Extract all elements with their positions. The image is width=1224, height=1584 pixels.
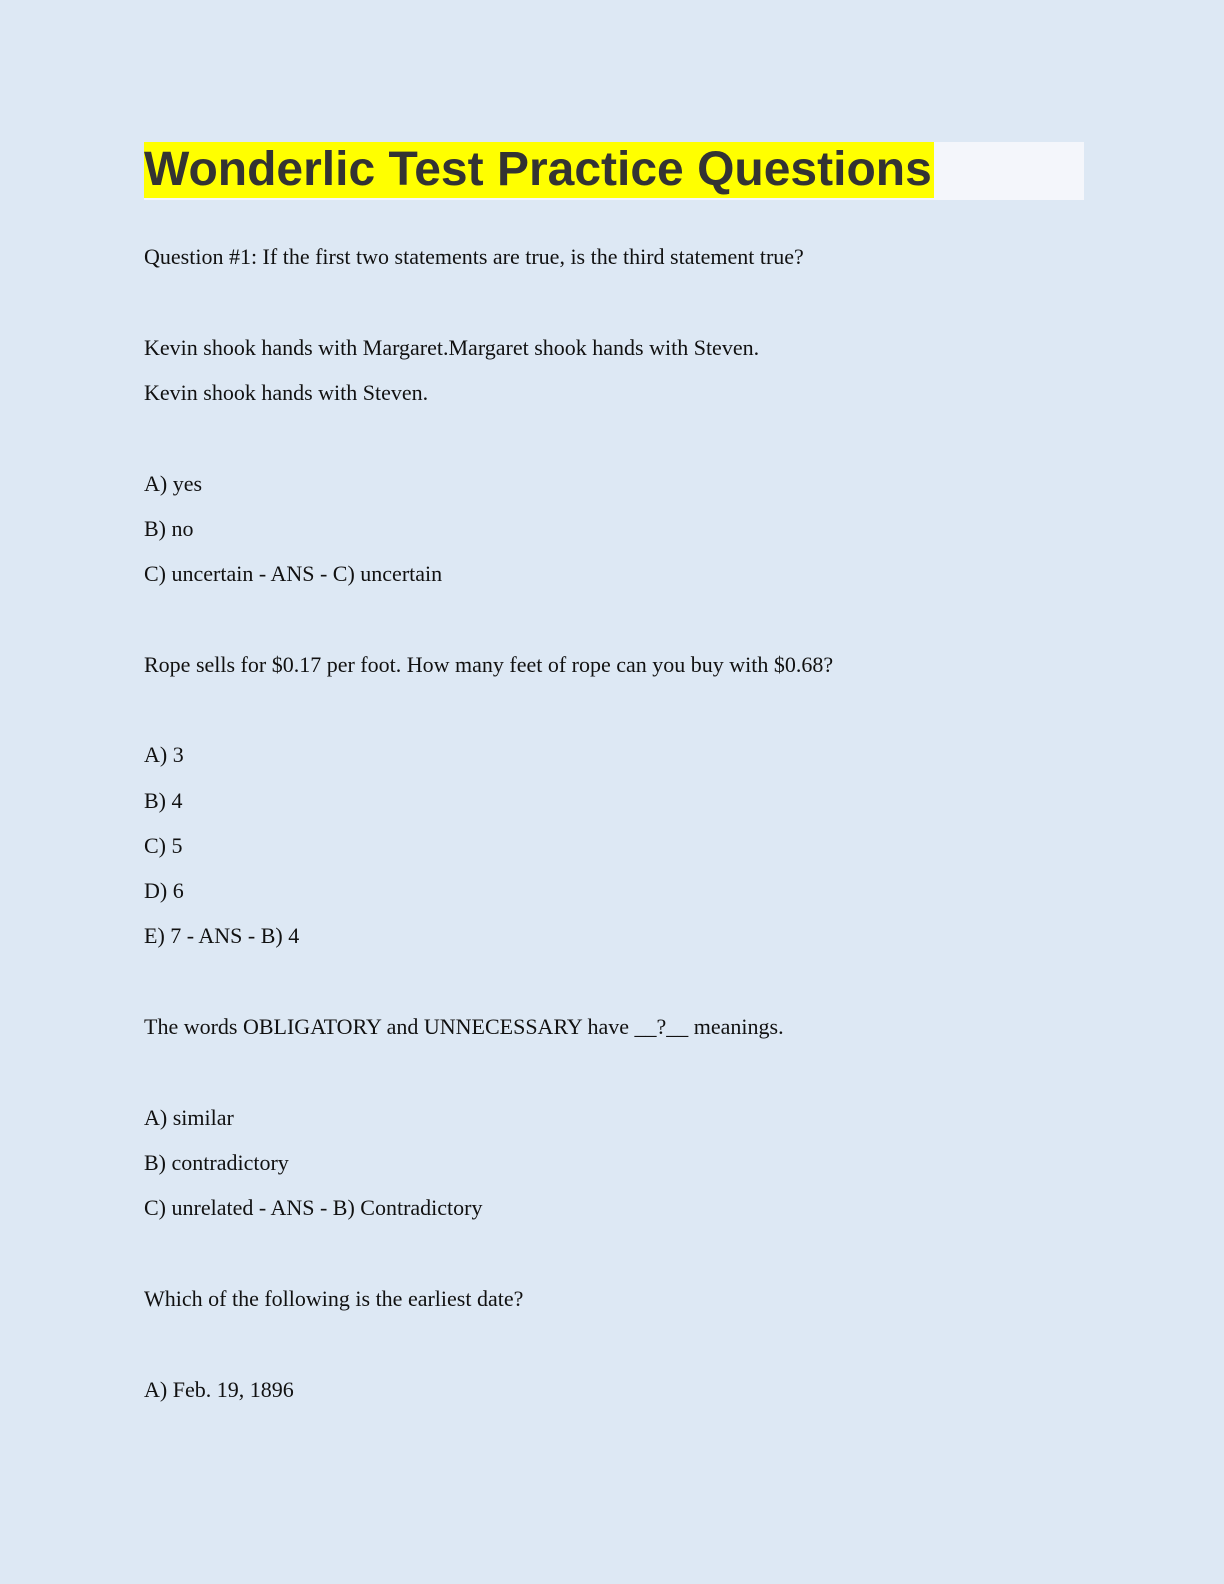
question-4-prompt: Which of the following is the earliest date? [144, 1286, 524, 1311]
document-page [144, 142, 1084, 200]
question-2-option-b: B) 4 [144, 788, 183, 813]
question-3-option-a: A) similar [144, 1105, 234, 1130]
question-2-option-a: A) 3 [144, 742, 184, 767]
question-3-prompt: The words OBLIGATORY and UNNECESSARY have __?__ meanings. [144, 1014, 784, 1039]
question-1-option-a: A) yes [144, 471, 203, 496]
question-1-prompt: Question #1: If the first two statements are true, is the third statement true? [144, 244, 804, 269]
question-1-statement-2: Kevin shook hands with Steven. [144, 380, 429, 405]
question-4-option-a: A) Feb. 19, 1896 [144, 1377, 294, 1402]
title-band [144, 142, 1084, 200]
question-1-option-c: C) uncertain - ANS - C) uncertain [144, 561, 443, 586]
question-2-option-c: C) 5 [144, 833, 183, 858]
question-3-option-b: B) contradictory [144, 1150, 289, 1175]
question-3-option-c: C) unrelated - ANS - B) Contradictory [144, 1195, 483, 1220]
page-title: Wonderlic Test Practice Questions [144, 143, 932, 196]
question-1-option-b: B) no [144, 516, 194, 541]
question-2-option-d: D) 6 [144, 878, 184, 903]
question-2-prompt: Rope sells for $0.17 per foot. How many feet of rope can you buy with $0.68? [144, 652, 834, 677]
question-2-option-e: E) 7 - ANS - B) 4 [144, 923, 300, 948]
question-1-statement-1: Kevin shook hands with Margaret.Margaret shook hands with Steven. [144, 335, 760, 360]
